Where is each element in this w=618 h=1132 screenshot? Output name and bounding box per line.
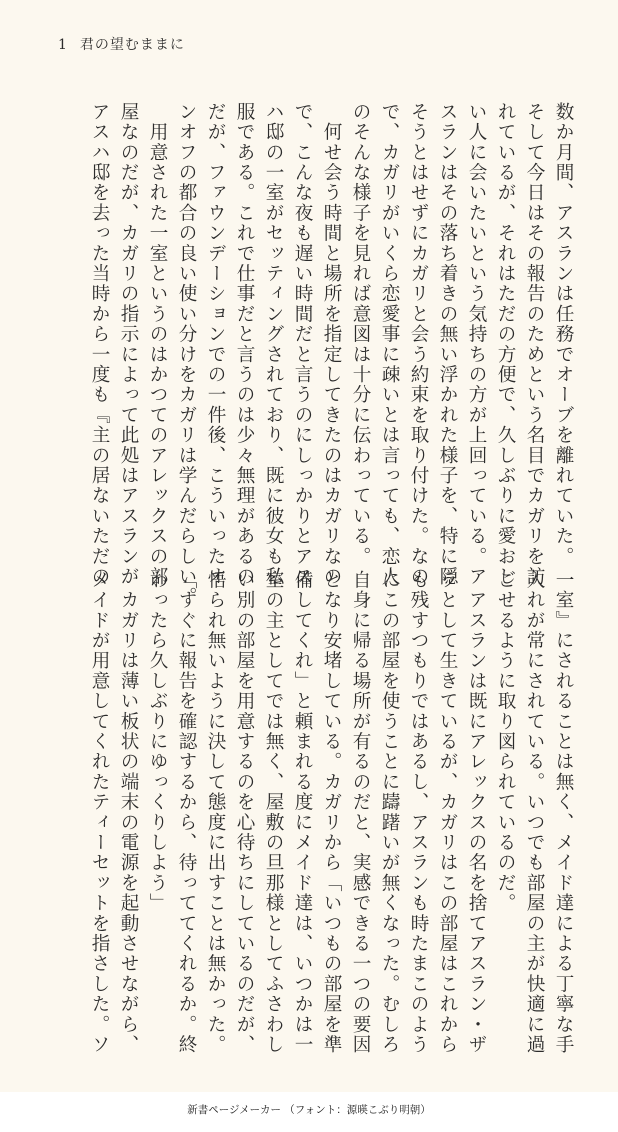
text-line: 備してくれ」と頼まれる度にメイド達は、いつかは一	[292, 570, 313, 1055]
text-line: のそんな様子を見れば意図は十分に伝わっている。	[350, 102, 371, 567]
text-line: で、こんな夜も遅い時間だと言うのにしっかりとアス	[292, 102, 313, 587]
text-line: 一室』にされることは無く、メイド達による丁寧な手	[553, 570, 574, 1055]
text-line: 入れが常にされている。いつでも部屋の主が快適に過	[524, 570, 545, 1055]
chapter-title: 君の望むままに	[79, 37, 185, 53]
text-line: 数か月間、アスランは任務でオーブを離れていた。	[553, 102, 574, 567]
text-line: ンオフの都合の良い使い分けをカガリは学んだらしい。	[176, 102, 197, 607]
text-line: ハ邸の一室がセッティングされており、既に彼女も私	[263, 102, 284, 587]
text-line: となり安堵している。カガリから「いつもの部屋を準	[321, 570, 342, 1055]
text-line: だが、ファウンデーションでの一件後、こういったオ	[205, 102, 226, 587]
text-line: ごせるように取り図られているのだ。	[495, 570, 516, 914]
chapter-header	[58, 37, 185, 53]
text-line: メイドが用意してくれたティーセットを指さした。ソ	[89, 570, 110, 1055]
text-line: ラとして生きているが、カガリはこの部屋はこれから	[437, 570, 458, 1055]
text-line: にこの部屋を使うことに躊躇いが無くなった。むしろ	[379, 570, 400, 1055]
footer-credit: 新書ページメーカー （フォント：源暎こぶり明朝）	[187, 1104, 431, 1116]
text-line: わったら久しぶりにゆっくりしよう」	[147, 570, 168, 914]
text-line: カガリは薄い板状の端末の電源を起動させながら、	[118, 570, 139, 1055]
text-line: い別の部屋を用意するのを心待ちにしているのだが、	[234, 570, 255, 1055]
text-line: スランはその落ち着きの無い浮かれた様子を、特に隠	[437, 102, 458, 587]
text-line: 屋なのだが、カガリの指示によって此処はアスランが	[118, 102, 139, 587]
text-line: 服である。これで仕事だと言うのは少々無理があるの	[234, 102, 255, 587]
text-line: も残すつもりではあるし、アスランも時たまこのよう	[408, 570, 429, 1055]
text-line: 用意された一室というのはかつてのアレックスの部	[147, 102, 168, 587]
text-block-top	[38, 102, 578, 607]
text-line: そうとはせずにカガリと会う約束を取り付けた。なの	[408, 102, 429, 587]
text-line: い人に会いたいという気持ちの方が上回っている。ア	[466, 102, 487, 587]
text-line: そして今日はその報告のためという名目でカガリを訪	[524, 102, 545, 587]
text-line: アスランは既にアレックスの名を捨てアスラン・ザ	[466, 570, 487, 1055]
chapter-number: 1	[58, 37, 68, 53]
text-block-bottom	[38, 570, 578, 1055]
text-line: 「すぐに報告を確認するから、待っててくれるか。終	[176, 570, 197, 1055]
text-line: 悟られ無いように決して態度に出すことは無かった。	[205, 570, 226, 1055]
text-line: れているが、それはただの方便で、久しぶりに愛おし	[495, 102, 516, 587]
text-line: 何せ会う時間と場所を指定してきたのはカガリなの	[321, 102, 342, 587]
text-line: 自身に帰る場所が有るのだと、実感できる一つの要因	[350, 570, 371, 1055]
text-line: で、カガリがいくら恋愛事に疎いとは言っても、恋人	[379, 102, 400, 587]
text-line: アスハ邸を去った当時から一度も『主の居ないただの	[89, 102, 110, 587]
text-line: 室の主としてでは無く、屋敷の旦那様としてふさわし	[263, 570, 284, 1055]
